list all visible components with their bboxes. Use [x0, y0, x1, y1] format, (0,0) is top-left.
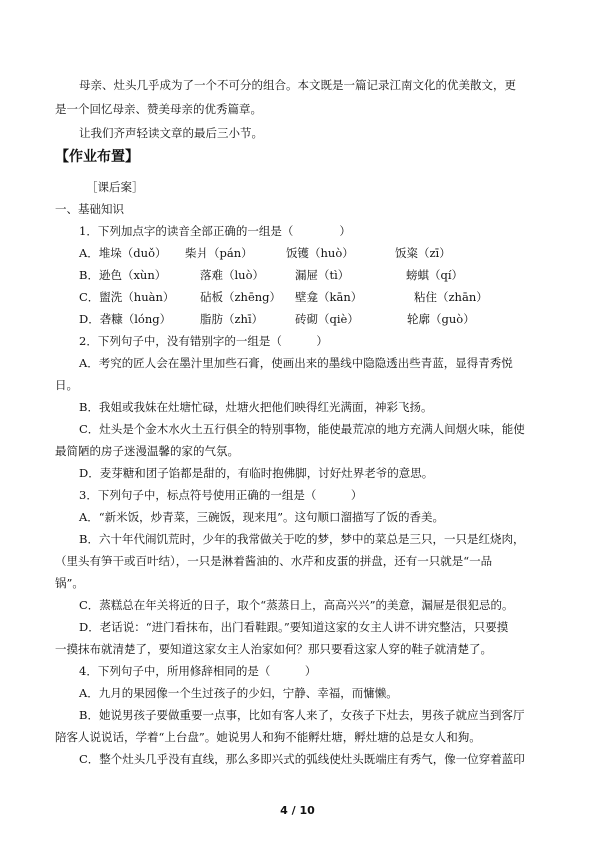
intro-line-3: 让我们齐声轻读文章的最后三小节。 [79, 126, 263, 140]
q3-option-d-line-2: 一摸抹布就清楚了，要知道这家女主人治家如何？那只要看这家人穿的鞋子就清楚了。 [55, 642, 492, 656]
q1-option-c-2: 砧板（zhēng） [200, 290, 282, 304]
q3-stem: 3．下列句子中，标点符号使用正确的一组是（ ） [79, 488, 363, 502]
section-heading: 【作业布置】 [55, 149, 139, 165]
page-number: 4 / 10 [280, 804, 315, 817]
q3-option-b-line-2: （里头有笋干或百叶结），一只是淋着酱油的、水芹和皮蛋的拼盘，还有一只就是“一品 [55, 554, 493, 568]
q2-option-a-line-2: 日。 [55, 378, 78, 392]
q1-option-b-4: 螃蜞（qí） [406, 268, 464, 282]
q3-option-b-line-3: 锅”。 [55, 576, 84, 590]
q1-option-d-1: D．砻糠（lóng） [79, 312, 172, 326]
q1-option-d-4: 轮廓（guò） [407, 312, 475, 326]
q1-option-a-2: 柴爿（pán） [185, 246, 253, 260]
q4-option-c-line-1: C．整个灶头几乎没有直线，那么多即兴式的弧线使灶头既端庄有秀气，像一位穿着蓝印 [79, 752, 525, 766]
q2-stem: 2．下列句子中，没有错别字的一组是（ ） [79, 334, 328, 348]
q1-option-c-1: C．盥洗（huàn） [79, 290, 175, 304]
q1-option-a-4: 饭粢（zī） [395, 246, 451, 260]
q1-stem: 1．下列加点字的读音全部正确的一组是（ ） [79, 224, 351, 238]
q4-option-b-line-1: B．她说男孩子要做重要一点事，比如有客人来了，女孩子下灶去，男孩子就应当到客厅 [79, 708, 525, 722]
q4-option-b-line-2: 陪客人说说话，学着“上台盘”。她说男人和狗不能孵灶塘，孵灶塘的总是女人和狗。 [55, 730, 481, 744]
q3-option-a: A．“新米饭，炒青菜，三碗饭，现来甩”。这句顺口溜描写了饭的香美。 [79, 510, 445, 524]
q1-option-c-4: 粘住（zhān） [414, 290, 488, 304]
intro-line-1: 母亲、灶头几乎成为了一个不可分的组合。本文既是一篇记录江南文化的优美散文，更 [79, 78, 516, 92]
q1-option-d-2: 脂肪（zhī） [200, 312, 264, 326]
q2-option-a-line-1: A．考究的匠人会在墨汁里加些石膏，使画出来的墨线中隐隐透出些青蓝，显得青秀悦 [79, 356, 513, 370]
q1-option-b-1: B．逊色（xùn） [79, 268, 167, 282]
q4-stem: 4．下列句子中，所用修辞相同的是（ ） [79, 664, 317, 678]
section-basic-knowledge: 一、基础知识 [55, 202, 124, 216]
q1-option-d-3: 砖砌（qiè） [295, 312, 359, 326]
q1-option-a-1: A．堆垛（duǒ） [79, 246, 167, 260]
q1-option-b-2: 落难（luò） [200, 268, 265, 282]
q3-option-c: C．蒸糕总在年关将近的日子，取个“蒸蒸日上，高高兴兴”的美意，漏屉是很犯忌的。 [79, 598, 514, 612]
q2-option-d: D．麦芽糖和团子馅都是甜的，有临时抱佛脚，讨好灶界老爷的意思。 [79, 466, 434, 480]
q2-option-b: B．我姐或我妹在灶塘忙碌，灶塘火把他们映得红光满面，神彩飞扬。 [79, 400, 433, 414]
q1-option-a-3: 饭镬（huò） [286, 246, 354, 260]
q3-option-d-line-1: D．老话说：“进门看抹布，出门看鞋跟。”要知道这家的女主人讲不讲究整洁，只要摸 [79, 620, 509, 634]
q1-option-c-3: 壁龛（kān） [295, 290, 363, 304]
q1-option-b-3: 漏屉（tì） [295, 268, 350, 282]
q3-option-b-line-1: B．六十年代闹饥荒时，少年的我常做关于吃的梦，梦中的菜总是三只，一只是红烧肉， [79, 532, 525, 546]
q4-option-a: A．九月的果园像一个生过孩子的少妇，宁静、幸福，而慵懒。 [79, 686, 398, 700]
after-class-label: ［课后案］ [86, 180, 144, 194]
q2-option-c-line-2: 最简陋的房子迷漫温馨的家的气氛。 [55, 444, 239, 458]
intro-line-2: 是一个回忆母亲、赞美母亲的优秀篇章。 [55, 102, 262, 116]
q2-option-c-line-1: C．灶头是个金木水火土五行俱全的特别事物，能使最荒凉的地方充满人间烟火味，能使 [79, 422, 525, 436]
